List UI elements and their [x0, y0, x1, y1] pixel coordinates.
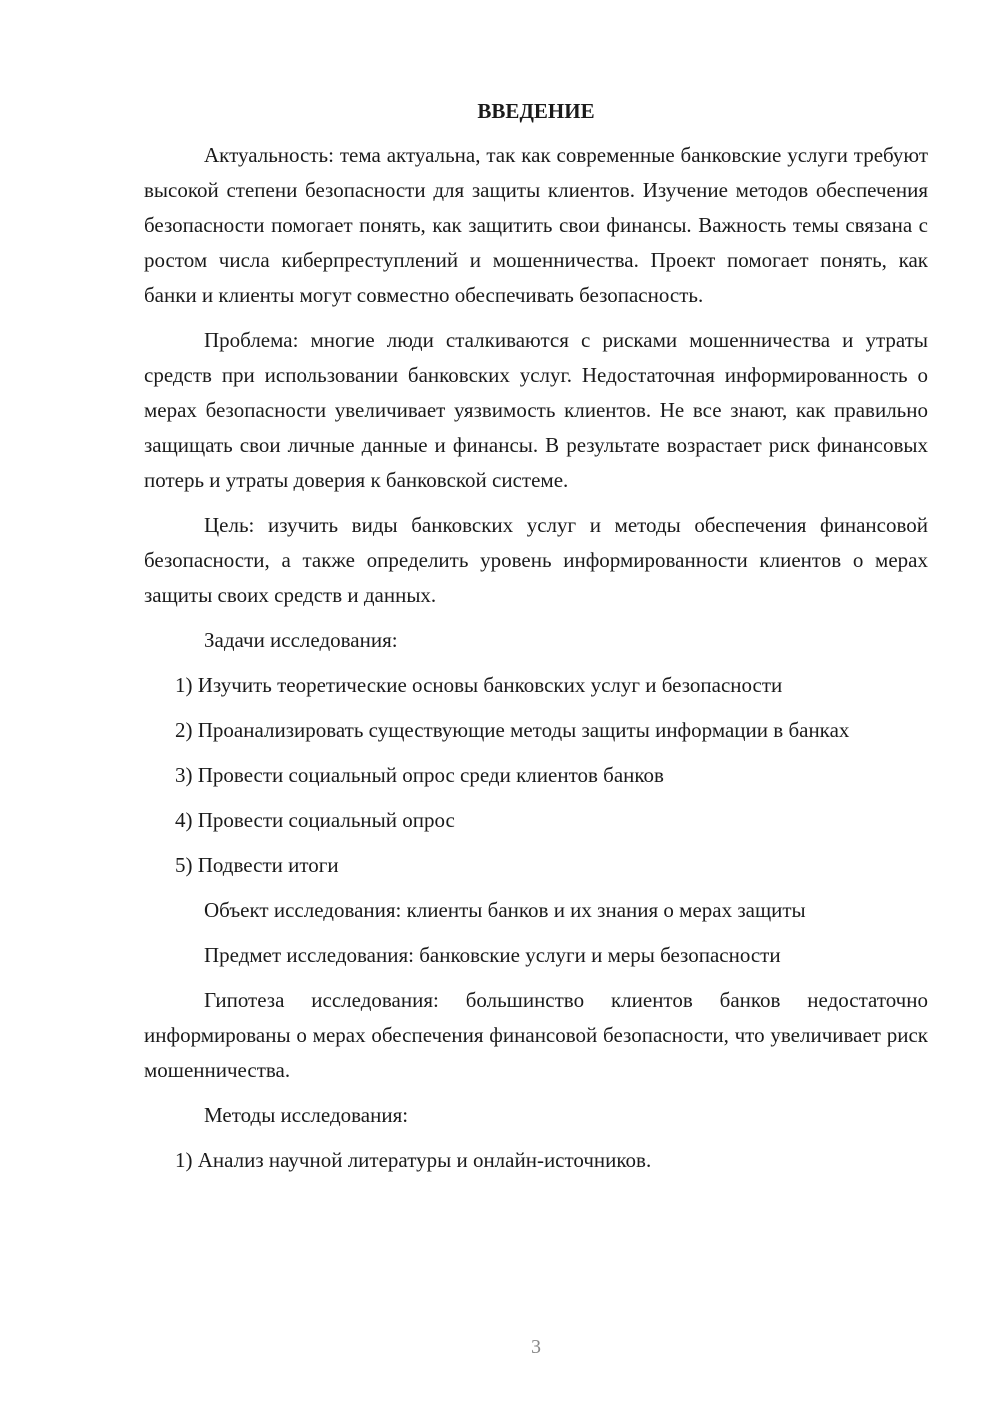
tasks-heading: Задачи исследования:: [204, 628, 398, 652]
methods-heading: Методы исследования:: [204, 1103, 409, 1127]
method-item-1: 1) Анализ научной литературы и онлайн-источников.: [175, 1148, 652, 1172]
task-item-3: 3) Провести социальный опрос среди клиентов банков: [175, 763, 664, 787]
task-item-2: 2) Проанализировать существующие методы защиты информации в банках: [175, 718, 850, 742]
task-item-5: 5) Подвести итоги: [175, 853, 339, 877]
paragraph-relevance: Актуальность: тема актуальна, так как современные банковские услуги требуют высокой степени безопасности для защиты клиентов. Изучение методов обеспечения безопасности помогает понять, как защитить свои финансы. Важность темы связана с ростом числа киберпреступлений и мошенничества. Проект помогает понять, как банки и клиенты могут совместно обеспечивать безопасность.: [144, 143, 928, 307]
page-title: ВВЕДЕНИЕ: [477, 99, 595, 123]
page-number: 3: [531, 1336, 541, 1358]
paragraph-hypothesis: Гипотеза исследования: большинство клиентов банков недостаточно информированы о мерах обеспечения финансовой безопасности, что увеличивает риск мошенничества.: [144, 988, 928, 1082]
paragraph-object: Объект исследования: клиенты банков и их знания о мерах защиты: [204, 898, 806, 922]
paragraph-subject: Предмет исследования: банковские услуги и меры безопасности: [204, 943, 781, 967]
task-item-4: 4) Провести социальный опрос: [175, 808, 455, 832]
task-item-1: 1) Изучить теоретические основы банковских услуг и безопасности: [175, 673, 783, 697]
paragraph-problem: Проблема: многие люди сталкиваются с рисками мошенничества и утраты средств при использовании банковских услуг. Недостаточная информированность о мерах безопасности увеличивает уязвимость клиентов. Не все знают, как правильно защищать свои личные данные и финансы. В результате возрастает риск финансовых потерь и утраты доверия к банковской системе.: [144, 328, 928, 492]
document-page: [144, 96, 928, 1188]
paragraph-goal: Цель: изучить виды банковских услуг и методы обеспечения финансовой безопасности, а также определить уровень информированности клиентов о мерах защиты своих средств и данных.: [144, 513, 928, 607]
